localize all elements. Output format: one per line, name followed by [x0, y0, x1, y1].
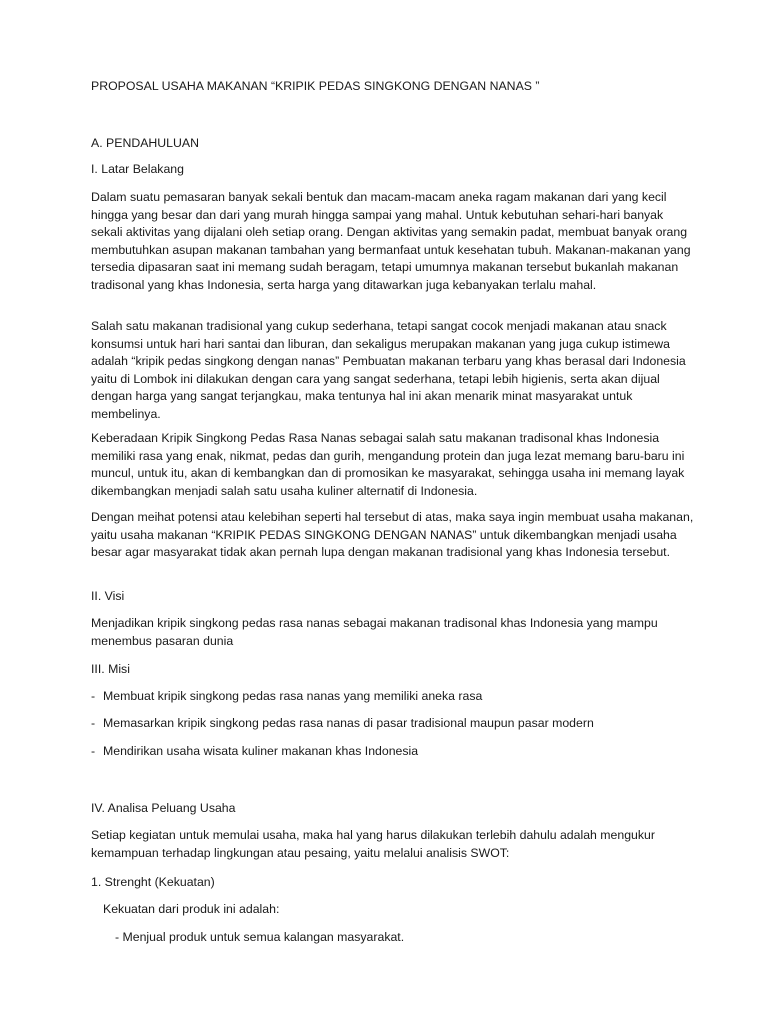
document-title: PROPOSAL USAHA MAKANAN “KRIPIK PEDAS SINGKONG DENGAN NANAS ”	[91, 79, 540, 93]
misi-item	[91, 688, 691, 706]
paragraph-latar-belakang-3: Keberadaan Kripik Singkong Pedas Rasa Nanas sebagai salah satu makanan tradisonal khas Indonesia memiliki rasa yang enak, nikmat, pedas dan gurih, mengandung protein dan juga lezat memang baru-baru ini muncul, untuk itu, akan di kembangkan dan di promosikan ke masyarakat, sehingga usaha ini memang layak dikembangkan menjadi salah satu usaha kuliner alternatif di Indonesia.	[91, 431, 685, 498]
misi-item-text: Mendirikan usaha wisata kuliner makanan khas Indonesia	[103, 744, 419, 758]
paragraph-latar-belakang-4: Dengan meihat potensi atau kelebihan seperti hal tersebut di atas, maka saya ingin membuat usaha makanan, yaitu usaha makanan “KRIPIK PEDAS SINGKONG DENGAN NANAS” untuk dikembangkan menjadi usaha besar agar masyarakat tidak akan pernah lupa dengan makanan tradisional yang khas Indonesia tersebut.	[91, 510, 694, 559]
kekuatan-intro: Kekuatan dari produk ini adalah:	[103, 902, 280, 916]
paragraph-latar-belakang-2: Salah satu makanan tradisional yang cukup sederhana, tetapi sangat cocok menjadi makanan atau snack konsumsi untuk hari hari santai dan liburan, dan sekaligus merupakan makanan yang juga cukup istimewa adalah “kripik pedas singkong dengan nanas” Pembuatan makanan terbaru yang khas berasal dari Indonesia yaitu di Lombok ini dilakukan dengan cara yang sangat sederhana, tetapi lebih higienis, serta akan dijual dengan harga yang sangat terjangkau, maka tentunya hal ini akan menarik minat masyarakat untuk membelinya.	[91, 319, 686, 421]
bullet-dash: -	[91, 716, 96, 730]
bullet-dash: -	[91, 689, 96, 703]
bullet-dash: -	[91, 744, 96, 758]
paragraph-latar-belakang-1: Dalam suatu pemasaran banyak sekali bentuk dan macam-macam aneka ragam makanan dari yang kecil hingga yang besar dan dari yang murah hingga sampai yang mahal. Untuk kebutuhan sehari-hari banyak sekali aktivitas yang dijalani oleh setiap orang. Dengan aktivitas yang semakin padat, membuat banyak orang membutuhkan asupan makanan tambahan yang bermanfaat untuk kesehatan tubuh. Makanan-makanan yang tersedia dipasaran saat ini memang sudah beragam, tetapi umumnya makanan tersebut bukanlah makanan tradisonal yang khas Indonesia, serta harga yang ditawarkan juga kebanyakan terlalu mahal.	[91, 190, 691, 292]
paragraph-visi: Menjadikan kripik singkong pedas rasa nanas sebagai makanan tradisonal khas Indonesia yang mampu menembus pasaran dunia	[91, 616, 658, 648]
kekuatan-item: - Menjual produk untuk semua kalangan masyarakat.	[115, 930, 405, 944]
section-heading-pendahuluan: A. PENDAHULUAN	[91, 136, 199, 150]
subheading-strenght: 1. Strenght (Kekuatan)	[91, 875, 215, 889]
misi-item	[91, 715, 691, 733]
misi-item	[91, 743, 691, 761]
subheading-latar-belakang: I. Latar Belakang	[91, 162, 184, 176]
paragraph-analisa: Setiap kegiatan untuk memulai usaha, maka hal yang harus dilakukan terlebih dahulu adalah mengukur kemampuan terhadap lingkungan atau pesaing, yaitu melalui analisis SWOT:	[91, 828, 655, 860]
subheading-analisa-peluang-usaha: IV. Analisa Peluang Usaha	[91, 801, 236, 815]
misi-item-text: Memasarkan kripik singkong pedas rasa nanas di pasar tradisional maupun pasar modern	[103, 716, 594, 730]
misi-item-text: Membuat kripik singkong pedas rasa nanas yang memiliki aneka rasa	[103, 689, 483, 703]
subheading-visi: II. Visi	[91, 589, 125, 603]
subheading-misi: III. Misi	[91, 662, 130, 676]
